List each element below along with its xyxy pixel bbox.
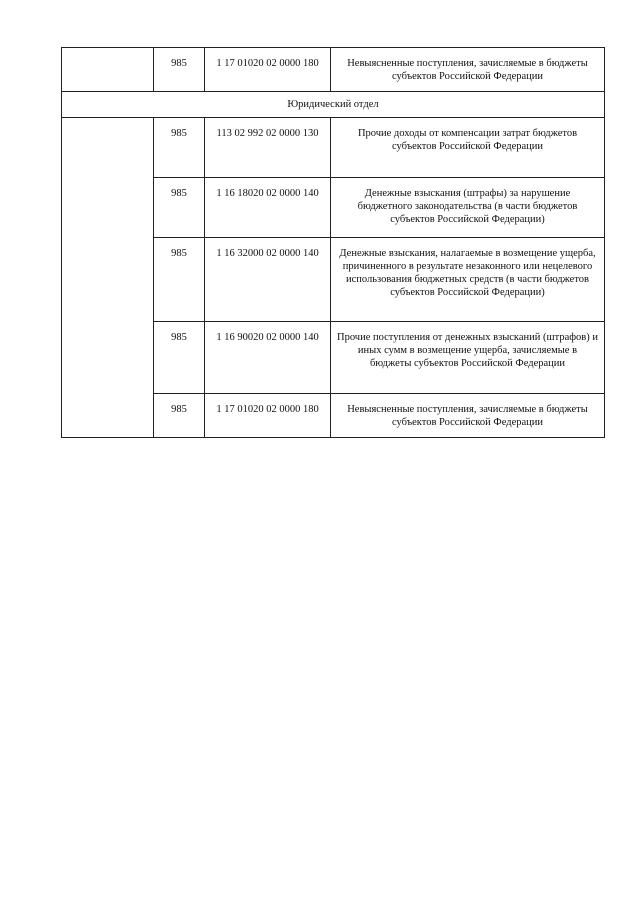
section-header-row <box>62 92 605 118</box>
department-cell <box>62 118 154 438</box>
kbk-code-cell: 1 17 01020 02 0000 180 <box>205 48 331 92</box>
admin-code-cell: 985 <box>154 322 205 394</box>
section-title: Юридический отдел <box>62 92 605 118</box>
kbk-code-cell: 1 16 32000 02 0000 140 <box>205 238 331 322</box>
description-cell: Прочие доходы от компенсации затрат бюджетов субъектов Российской Федерации <box>331 118 605 178</box>
description-cell: Невыясненные поступления, зачисляемые в бюджеты субъектов Российской Федерации <box>331 48 605 92</box>
department-cell <box>62 48 154 92</box>
admin-code-cell: 985 <box>154 178 205 238</box>
description-cell: Денежные взыскания, налагаемые в возмещение ущерба, причиненного в результате незаконного или нецелевого использования бюджетных средств (в части бюджетов субъектов Российской Федерации) <box>331 238 605 322</box>
admin-code-cell: 985 <box>154 238 205 322</box>
kbk-code-cell: 113 02 992 02 0000 130 <box>205 118 331 178</box>
admin-code-cell: 985 <box>154 394 205 438</box>
kbk-code-cell: 1 17 01020 02 0000 180 <box>205 394 331 438</box>
kbk-code-cell: 1 16 90020 02 0000 140 <box>205 322 331 394</box>
admin-code-cell: 985 <box>154 118 205 178</box>
admin-code-cell: 985 <box>154 48 205 92</box>
revenue-codes-table <box>61 47 605 438</box>
table-row <box>62 118 605 178</box>
description-cell: Прочие поступления от денежных взысканий (штрафов) и иных сумм в возмещение ущерба, зачисляемые в бюджеты субъектов Российской Федерации <box>331 322 605 394</box>
kbk-code-cell: 1 16 18020 02 0000 140 <box>205 178 331 238</box>
table-row <box>62 48 605 92</box>
description-cell: Денежные взыскания (штрафы) за нарушение бюджетного законодательства (в части бюджетов субъектов Российской Федерации) <box>331 178 605 238</box>
description-cell: Невыясненные поступления, зачисляемые в бюджеты субъектов Российской Федерации <box>331 394 605 438</box>
